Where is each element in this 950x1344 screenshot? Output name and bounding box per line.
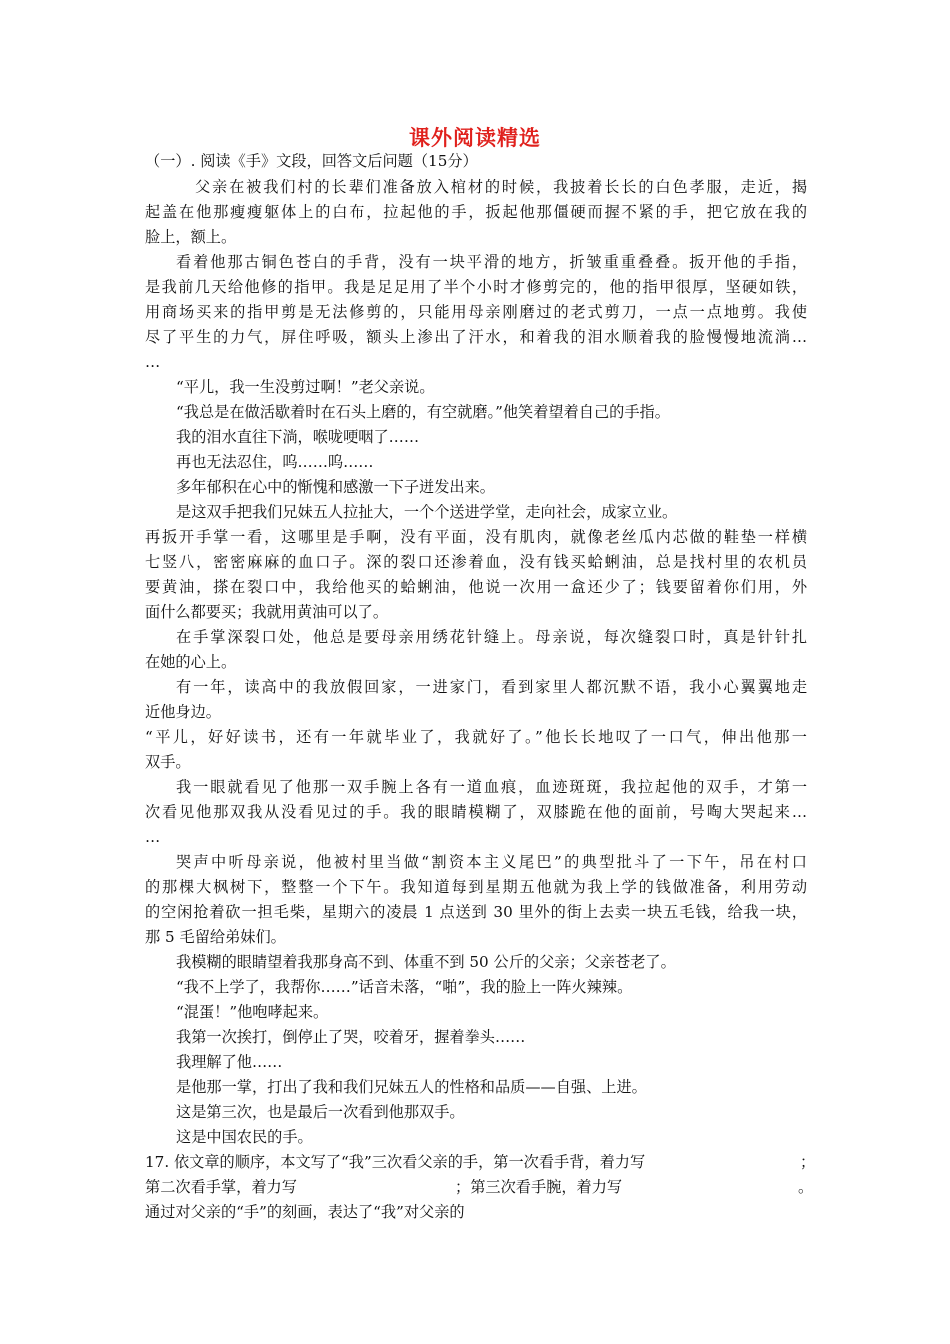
paragraph-10-line-2: 在她的心上。 [145,653,237,671]
question-17-line-2-part-1: 第二次看手掌，着力写 [145,1178,297,1196]
paragraph-1-line-2: 起盖在他那瘦瘦躯体上的白布，拉起他的手，扳起他那僵硬而握不紧的手，把它放在我的 [145,203,807,221]
paragraph-20: 是他那一掌，打出了我和我们兄妹五人的性格和品质——自强、上进。 [176,1078,647,1096]
paragraph-14-line-3: 的空闲抢着砍一担毛柴，星期六的凌晨 1 点送到 30 里外的街上去卖一块五毛钱，给我一块， [145,903,807,921]
paragraph-13-line-3: … [145,828,161,846]
question-17-blank-1-end: ； [800,1153,816,1171]
paragraph-2-line-3: 用商场买来的指甲剪是无法修剪的，只能用母亲刚磨过的老式剪刀，一点一点地剪。我使 [145,303,807,321]
paragraph-9-line-4: 面什么都要买；我就用黄油可以了。 [145,603,388,621]
paragraph-12-line-2: 双手。 [145,753,191,771]
paragraph-2-line-2: 是我前几天给他修的指甲。我是足足用了半个小时才修剪完的，他的指甲很厚，坚硬如铁， [145,278,807,296]
paragraph-9-line-3: 要黄油，搽在裂口中，我给他买的蛤蜊油，他说一次用一盒还少了；钱要留着你们用，外 [145,578,807,596]
paragraph-14-line-4: 那 5 毛留给弟妹们。 [145,928,286,946]
paragraph-4: “我总是在做活歇着时在石头上磨的，有空就磨。”他笑着望着自己的手指。 [176,403,670,421]
paragraph-1-line-3: 脸上，额上。 [145,228,237,246]
paragraph-15: 我模糊的眼睛望着我那身高不到、体重不到 50 公斤的父亲；父亲苍老了。 [176,953,676,971]
paragraph-14-line-2: 的那棵大枫树下，整整一个下午。我知道每到星期五他就为我上学的钱做准备，利用劳动 [145,878,807,896]
question-17-blank-3-end: 。 [798,1178,814,1196]
paragraph-17: “混蛋！”他咆哮起来。 [176,1003,329,1021]
paragraph-13-line-1: 我一眼就看见了他那一双手腕上各有一道血痕，血迹斑斑，我拉起他的双手，才第一 [176,778,807,796]
paragraph-21: 这是第三次，也是最后一次看到他那双手。 [176,1103,465,1121]
paragraph-1-line-1: 父亲在被我们村的长辈们准备放入棺材的时候，我披着长长的白色孝服，走近，揭 [195,178,807,196]
paragraph-13-line-2: 次看见他那双我从没看见过的手。我的眼睛模糊了，双膝跪在他的面前，号啕大哭起来… [145,803,807,821]
paragraph-11-line-2: 近他身边。 [145,703,221,721]
paragraph-9-line-1: 再扳开手掌一看，这哪里是手啊，没有平面，没有肌肉，就像老丝瓜内芯做的鞋垫一样横 [145,528,807,546]
question-17-line-2-part-2: ；第三次看手腕，着力写 [455,1178,623,1196]
paragraph-2-line-5: … [145,353,161,371]
section-heading: （一）. 阅读《手》文段，回答文后问题（15分） [145,152,478,170]
paragraph-18: 我第一次挨打，倒停止了哭，咬着牙，握着拳头…… [176,1028,526,1046]
paragraph-6: 再也无法忍住，呜……呜…… [176,453,374,471]
question-17-line-1: 17. 依文章的顺序，本文写了“我”三次看父亲的手，第一次看手背，着力写 [145,1153,646,1171]
paragraph-5: 我的泪水直往下淌，喉咙哽咽了…… [176,428,419,446]
paragraph-10-line-1: 在手掌深裂口处，他总是要母亲用绣花针缝上。母亲说，每次缝裂口时，真是针针扎 [176,628,807,646]
paragraph-2-line-1: 看着他那古铜色苍白的手背，没有一块平滑的地方，折皱重重叠叠。扳开他的手指， [176,253,807,271]
paragraph-14-line-1: 哭声中听母亲说，他被村里当做“割资本主义尾巴”的典型批斗了一下午，吊在村口 [176,853,807,871]
paragraph-16: “我不上学了，我帮你……”话音未落，“啪”，我的脸上一阵火辣辣。 [176,978,633,996]
paragraph-3: “平儿，我一生没剪过啊！”老父亲说。 [176,378,435,396]
paragraph-7: 多年郁积在心中的惭愧和感激一下子迸发出来。 [176,478,495,496]
paragraph-22: 这是中国农民的手。 [176,1128,313,1146]
question-17-line-3: 通过对父亲的“手”的刻画，表达了“我”对父亲的 [145,1203,465,1221]
paragraph-11-line-1: 有一年，读高中的我放假回家，一进家门，看到家里人都沉默不语，我小心翼翼地走 [176,678,807,696]
paragraph-8: 是这双手把我们兄妹五人拉扯大，一个个送进学堂，走向社会，成家立业。 [176,503,678,521]
paragraph-9-line-2: 七竖八，密密麻麻的血口子。深的裂口还渗着血，没有钱买蛤蜊油，总是找村里的农机员 [145,553,807,571]
paragraph-12-line-1: “平儿，好好读书，还有一年就毕业了，我就好了。”他长长地叹了一口气，伸出他那一 [145,728,807,746]
paragraph-19: 我理解了他…… [176,1053,283,1071]
paragraph-2-line-4: 尽了平生的力气，屏住呼吸，额头上渗出了汗水，和着我的泪水顺着我的脸慢慢地流淌… [145,328,807,346]
page-title: 课外阅读精选 [409,125,541,150]
